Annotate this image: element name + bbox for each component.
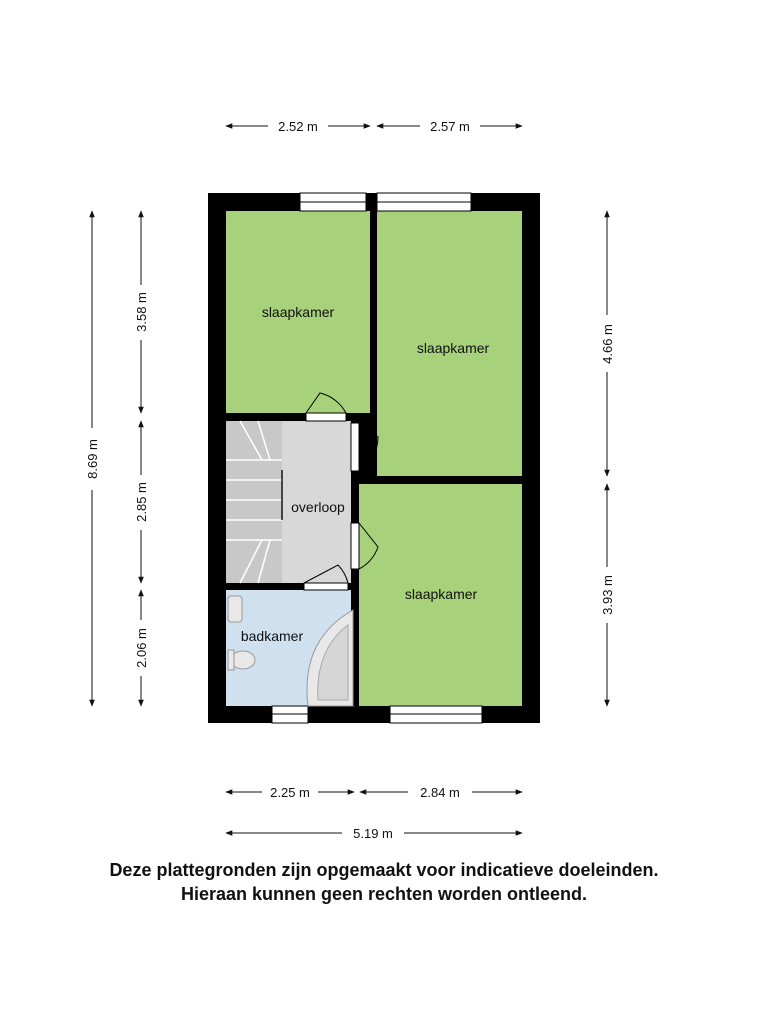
dimension-label-left-upper: 3.58 m: [134, 292, 149, 332]
dimension-label-right-lower: 3.93 m: [600, 575, 615, 615]
window: [377, 193, 471, 211]
dimension-label-bottom-left: 2.25 m: [270, 785, 310, 800]
window: [300, 193, 366, 211]
window: [390, 706, 482, 723]
dimension-label-left-middle: 2.85 m: [134, 482, 149, 522]
dimension-label-bottom-total: 5.19 m: [353, 826, 393, 841]
dimension-label-left-total: 8.69 m: [85, 439, 100, 479]
dimension-label-right-upper: 4.66 m: [600, 324, 615, 364]
room-label-bathroom: badkamer: [240, 628, 304, 644]
disclaimer-line-2: Hieraan kunnen geen rechten worden ontleend.: [180, 884, 588, 904]
dimension-label-bottom-right: 2.84 m: [420, 785, 460, 800]
staircase: [226, 421, 282, 583]
room-label-bedroom-top-left: slaapkamer: [261, 304, 335, 320]
room-label-landing: overloop: [291, 499, 345, 515]
window: [272, 706, 308, 723]
dimension-label-left-lower: 2.06 m: [134, 628, 149, 668]
dimension-label-top-left: 2.52 m: [278, 119, 318, 134]
inner-wall: [359, 413, 377, 421]
sink-icon: [228, 596, 242, 622]
room-label-bedroom-top-right: slaapkamer: [416, 340, 490, 356]
disclaimer-line-1: Deze plattegronden zijn opgemaakt voor indicatieve doeleinden.: [109, 860, 659, 880]
dimension-label-top-right: 2.57 m: [430, 119, 470, 134]
toilet-icon: [228, 650, 255, 670]
room-label-bedroom-bottom-right: slaapkamer: [404, 586, 478, 602]
